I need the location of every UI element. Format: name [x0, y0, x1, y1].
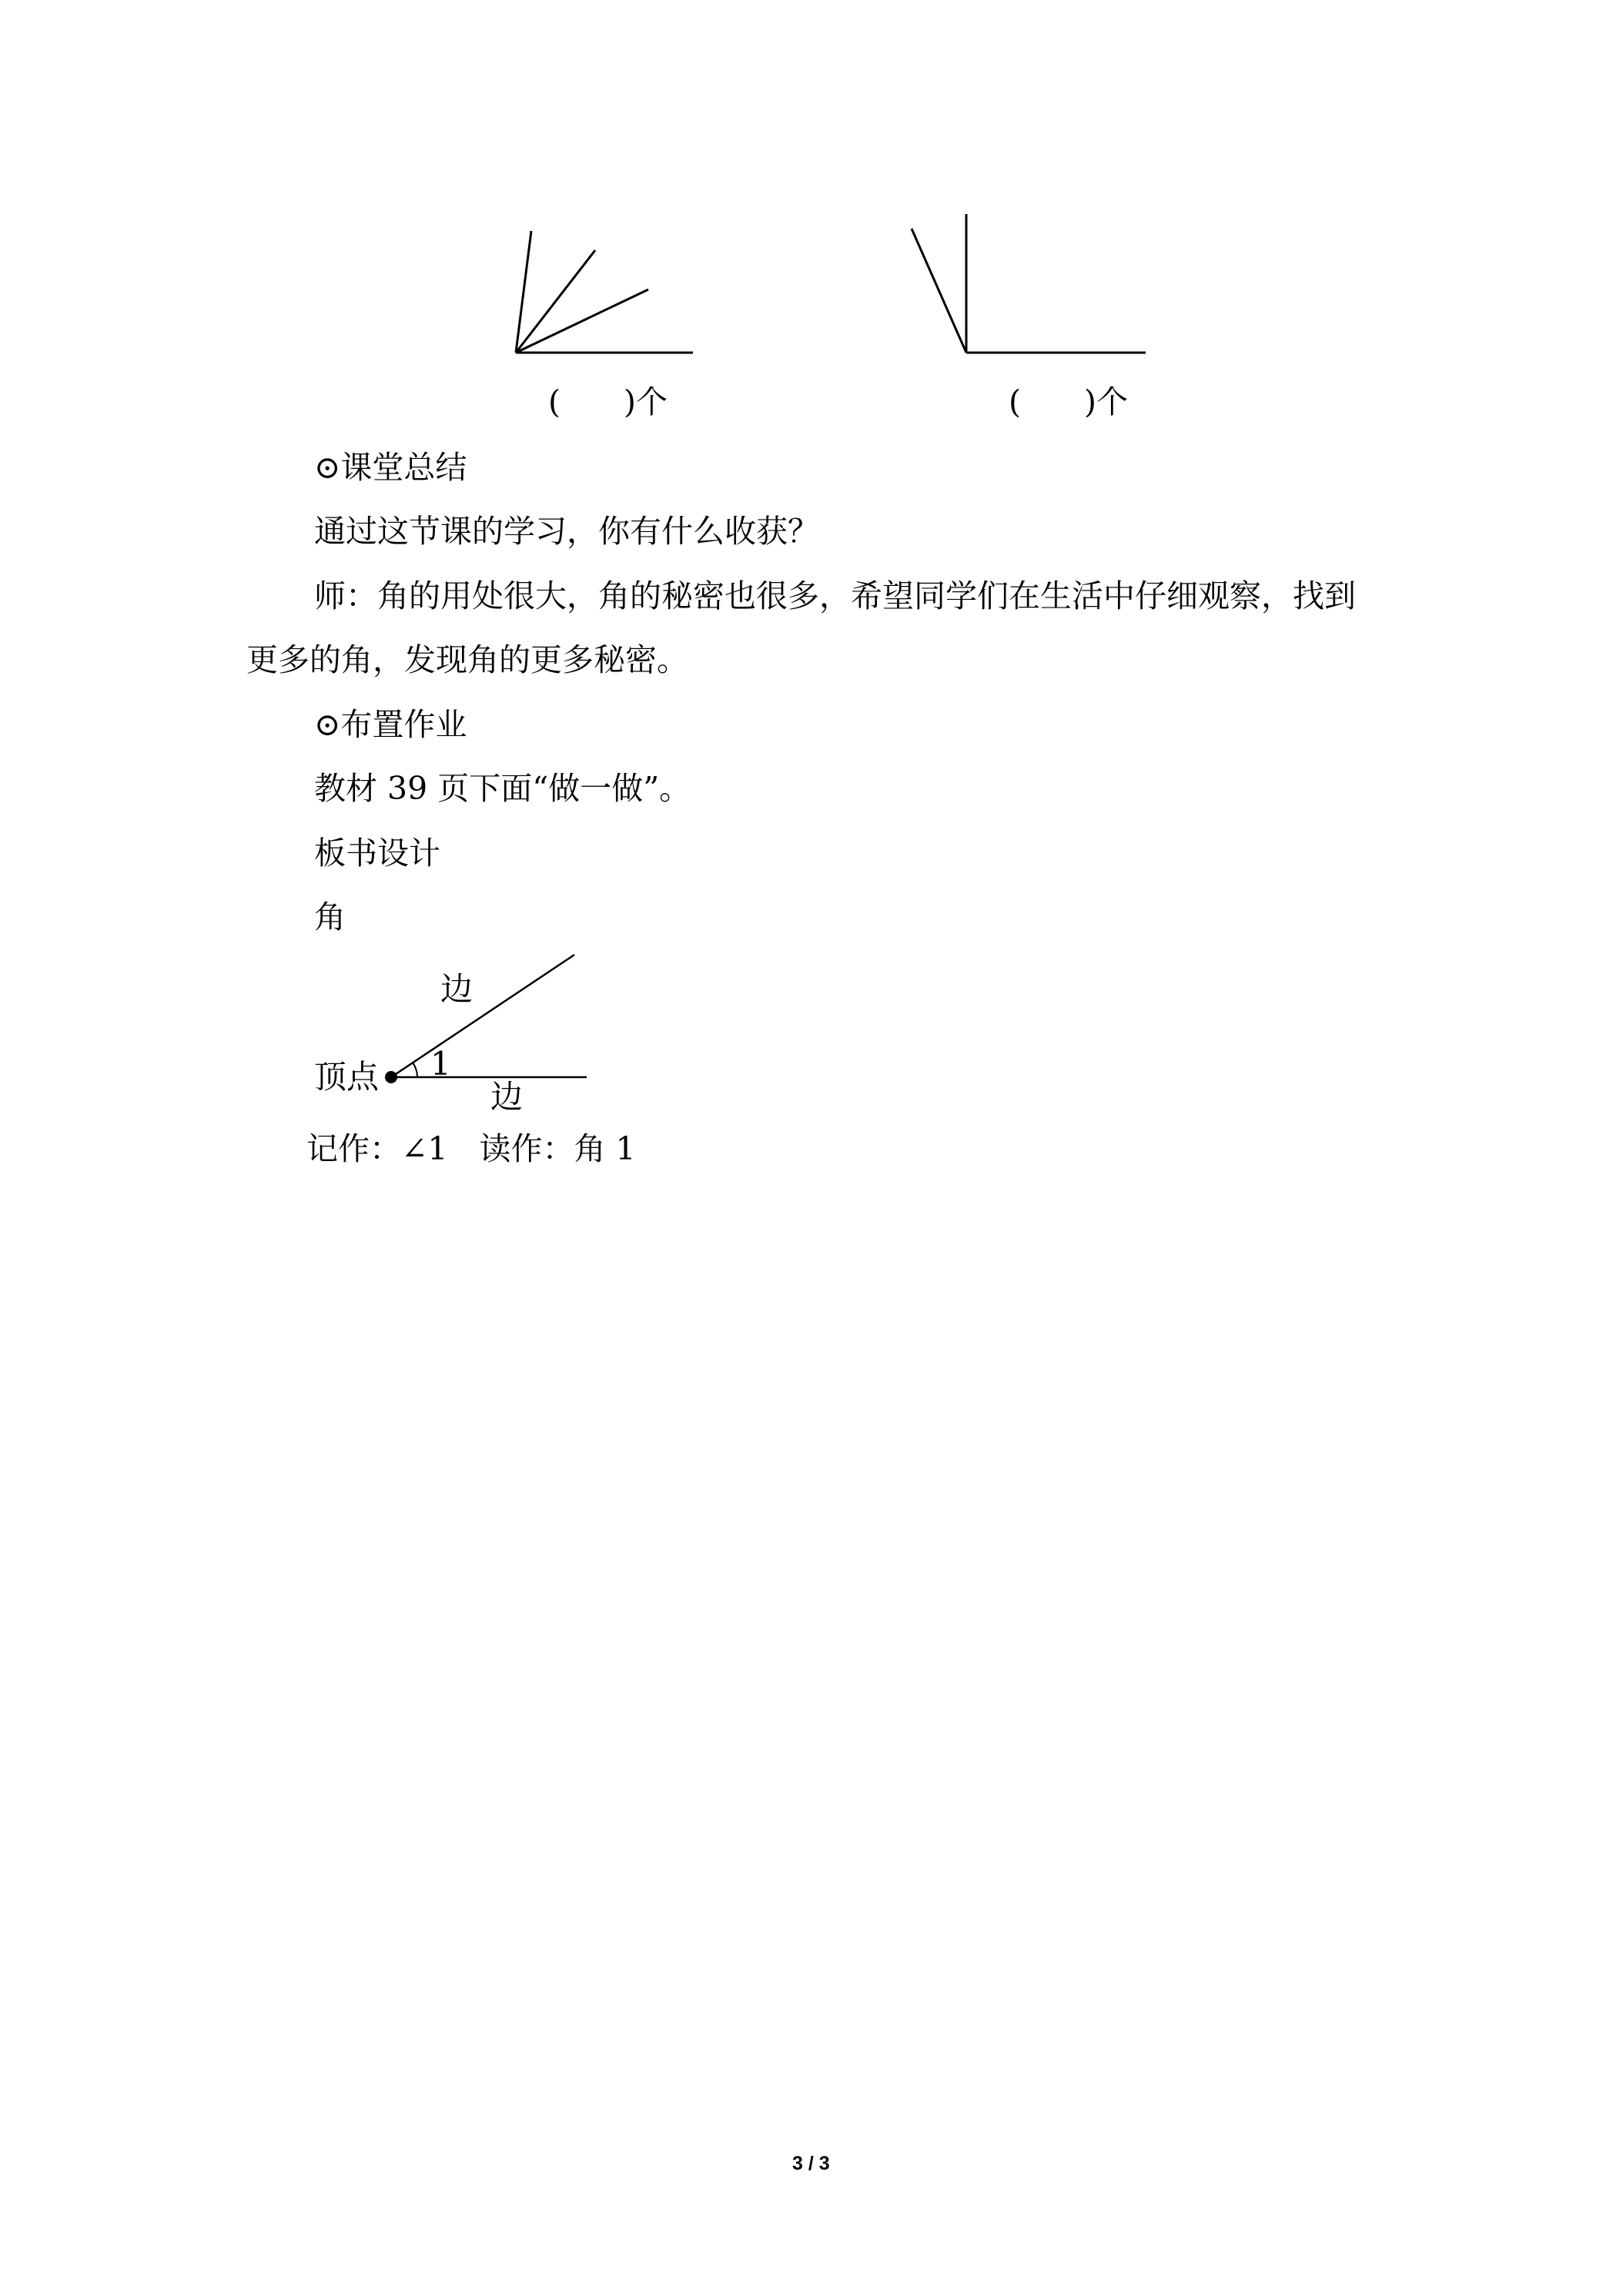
upper-side-label: 边: [440, 970, 474, 1008]
slanted-ray: [912, 229, 966, 353]
page-number: 3 / 3: [792, 2153, 830, 2174]
homework-heading: ⊙布置作业: [314, 706, 467, 743]
upper-side-line: [391, 955, 574, 1077]
summary-question: 通过这节课的学习，你有什么收获？: [314, 513, 819, 550]
vertex-label: 顶点: [314, 1058, 380, 1096]
board-title: 角: [314, 899, 346, 935]
angle-notation: 记作：∠1 读作：角 1: [306, 1130, 636, 1167]
lower-side-label: 边: [490, 1078, 524, 1116]
homework-text: 教材 39 页下面“做一做”。: [314, 770, 691, 807]
teacher-remark-line1: 师：角的用处很大，角的秘密也很多，希望同学们在生活中仔细观察，找到: [314, 577, 1356, 614]
teacher-remark-line2: 更多的角，发现角的更多秘密。: [246, 641, 688, 678]
right-answer-blank: ( )个: [1009, 383, 1128, 420]
fan-angles-figure: [493, 223, 708, 362]
ray-shallow: [516, 290, 648, 353]
board-design-heading: 板书设计: [314, 835, 440, 872]
vertex-dot: [385, 1071, 397, 1083]
labeled-angle-diagram: [377, 947, 601, 1086]
right-angle-figure: [901, 208, 1155, 362]
angle-arc: [413, 1063, 417, 1077]
left-answer-blank: ( )个: [548, 383, 668, 420]
angle-number-label: 1: [430, 1045, 451, 1083]
summary-heading: ⊙课堂总结: [314, 449, 467, 486]
